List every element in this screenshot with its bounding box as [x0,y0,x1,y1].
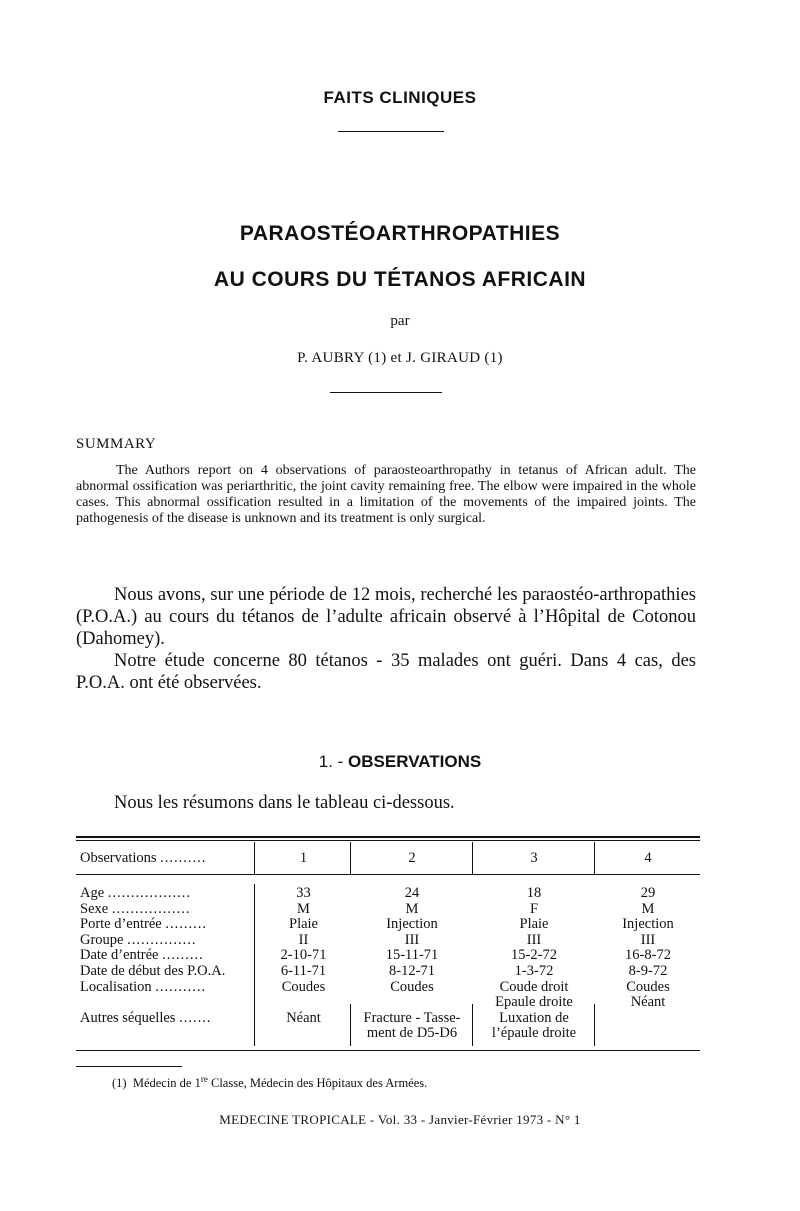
table-cell: Plaie [289,916,318,933]
table-cell: 18 [526,885,542,901]
table-cell: Plaie [519,916,549,933]
table-row-label: Porte d’entrée ......... [80,916,207,933]
table-cell: III [526,931,542,948]
observations-intro: Nous les résumons dans le tableau ci-dessous. [114,793,455,813]
column-divider [594,1004,595,1046]
table-cell: M [641,900,655,917]
table-cell: Coudes [390,978,434,995]
table-row-label: Localisation ........... [80,978,207,995]
table-row-label: Autres séquelles ....... [80,1009,212,1026]
table-cell: Coude droit [499,978,569,995]
body-paragraph-1: Nous avons, sur une période de 12 mois, recherché les paraostéo-arthropathies (P.O.A.) au cours du tétanos de l’adulte africain observé à l’Hôpital de Cotonou (Dahomey). [76,585,696,649]
table-cell: Injection [622,916,674,933]
column-divider [254,884,255,1046]
table-cell: 1-3-72 [514,963,554,979]
column-divider [472,1004,473,1046]
table-cell: Néant [286,1009,321,1026]
table-cell: Epaule droite [495,994,573,1011]
table-top-rule-inner [76,840,700,841]
section-heading: FAITS CLINIQUES [323,88,477,107]
table-col-header: 1 [299,850,308,866]
table-col-header: 3 [530,850,538,866]
table-cell: 2-10-71 [280,947,327,964]
body-paragraph-2: Notre étude concerne 80 tétanos - 35 malades ont guéri. Dans 4 cas, des P.O.A. ont été observées. [76,651,696,693]
footnote: (1) Médecin de 1re Classe, Médecin des Hôpitaux des Armées. [112,1074,428,1091]
table-cell: M [297,900,310,917]
table-cell: III [640,931,656,948]
table-bottom-rule [76,1050,700,1051]
observations-heading [0,752,800,772]
observations-table [76,836,700,1056]
table-cell: 24 [404,885,420,901]
summary-text [76,463,696,527]
article-title-line1: PARAOSTÉOARTHROPATHIES [239,222,561,245]
table-row-label: Age .................. [80,885,192,901]
table-cell: Luxation de [499,1009,569,1026]
authors: P. AUBRY (1) et J. GIRAUD (1) [297,350,503,366]
table-cell: 29 [640,885,656,901]
table-cell: II [298,931,309,948]
table-top-rule [76,836,700,838]
table-cell: Coudes [281,978,326,995]
summary-heading: SUMMARY [76,436,157,452]
byline: par [390,313,410,329]
table-cell: 8-12-71 [389,963,435,979]
table-row-label: Date de début des P.O.A. [80,963,226,979]
table-cell: 6-11-71 [280,963,327,979]
table-cell: 15-2-72 [511,947,557,964]
observations-heading-title: OBSERVATIONS [348,752,482,771]
table-cell: l’épaule droite [491,1025,577,1042]
table-row-label: Date d’entrée ......... [80,947,204,964]
title-divider [330,392,442,393]
table-header-rule [76,874,700,875]
table-cell: 33 [296,885,311,901]
table-cell: Injection [386,916,438,933]
table-col-header: 4 [644,850,652,866]
header-divider [338,131,444,132]
journal-reference: MEDECINE TROPICALE - Vol. 33 - Janvier-Février 1973 - N° 1 [219,1112,581,1127]
summary-paragraph: The Authors report on 4 observations of paraosteoarthropathy in tetanus of African adult. The abnormal ossification was periarthritic, the joint cavity remaining free. The elbow were impaired in the whole cases. This abnormal ossification resulted in a limitation of the movements of the impaired joints. The pathogenesis of the disease is unknown and its treatment is only surgical. [76,463,696,526]
table-cell: III [404,931,420,948]
table-cell: Fracture - Tasse- [363,1009,461,1026]
table-col-header: 2 [408,850,416,866]
table-cell: 15-11-71 [385,947,439,964]
footnote-divider [76,1066,182,1067]
table-cell: 16-8-72 [625,947,671,964]
table-cell: Néant [630,994,666,1011]
column-divider [254,842,255,874]
table-cell: 8-9-72 [628,963,668,979]
table-row-label: Groupe ............... [80,931,197,948]
column-divider [594,842,595,874]
table-cell: F [529,900,539,917]
table-row-label: Sexe ................. [80,900,191,917]
article-title-line2: AU COURS DU TÉTANOS AFRICAIN [213,268,587,291]
column-divider [472,842,473,874]
table-cell: M [405,900,419,917]
table-header-label: Observations .......... [80,850,207,866]
table-cell: Coudes [626,978,670,995]
table-cell: ment de D5-D6 [366,1025,458,1042]
observations-heading-number: 1. - [318,752,344,771]
